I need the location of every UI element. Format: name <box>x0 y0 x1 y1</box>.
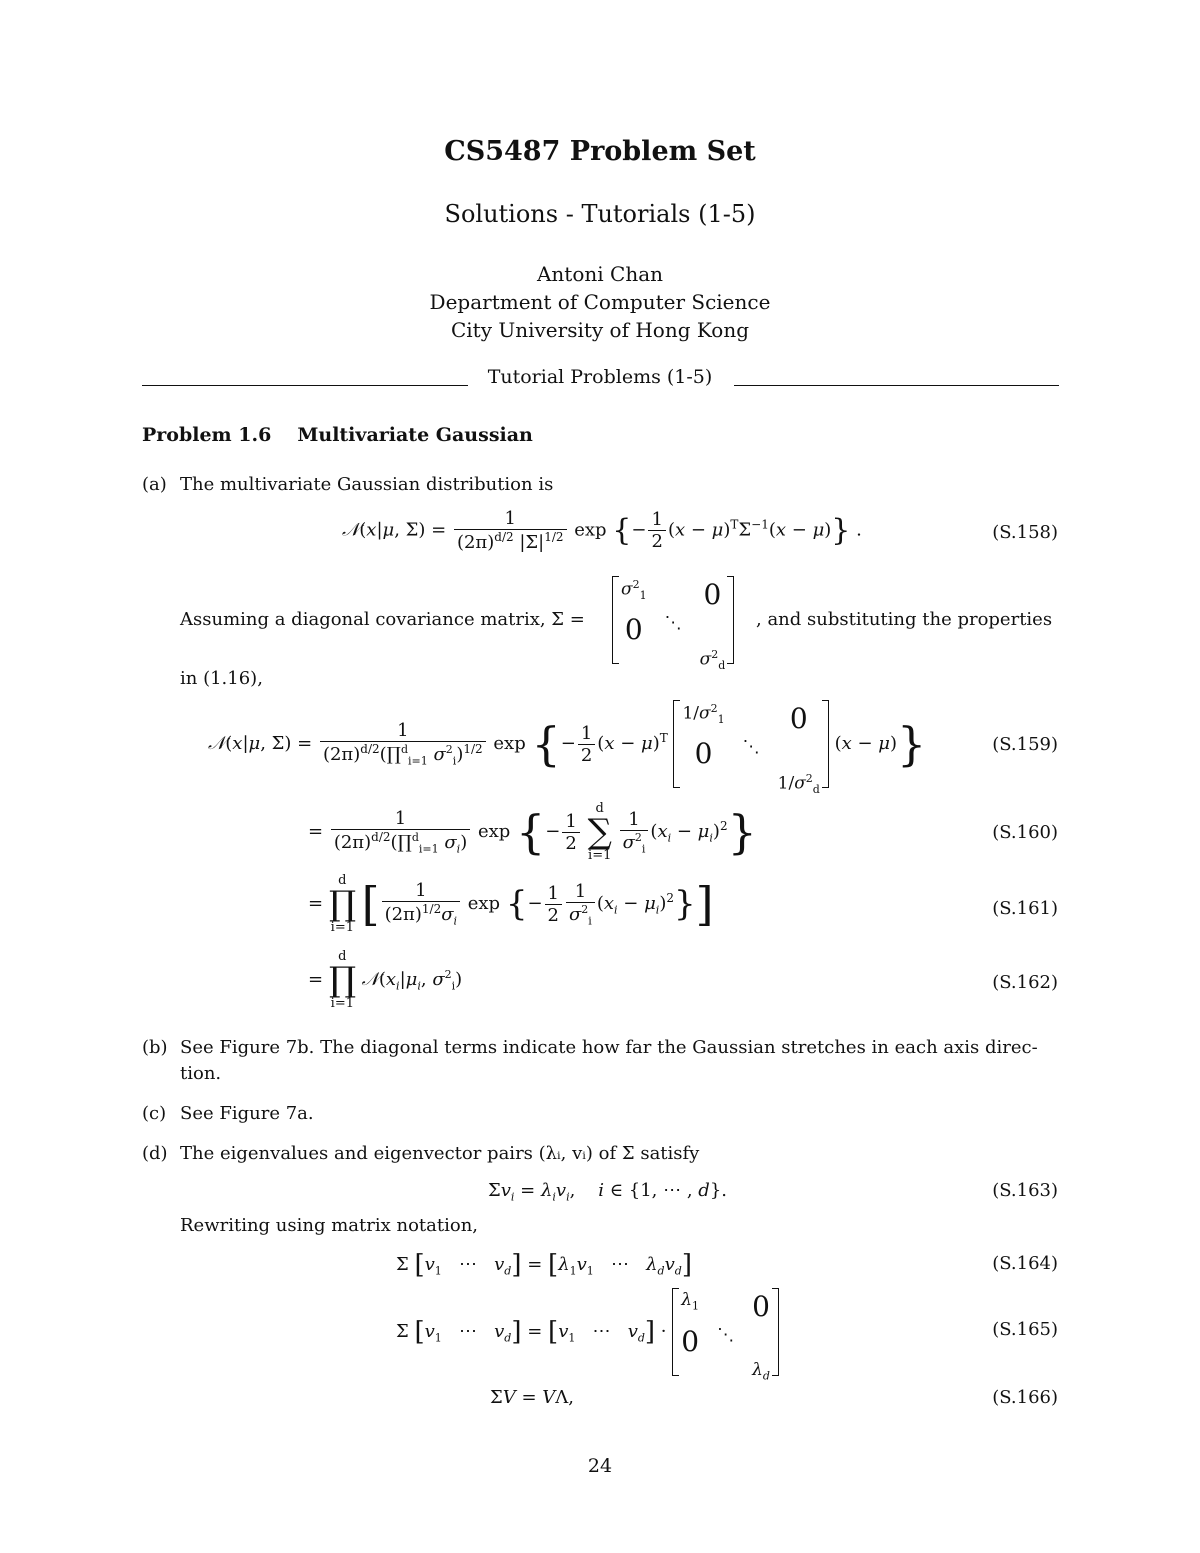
author-name: Antoni Chan <box>536 262 664 286</box>
part-d-label: (d) <box>142 1143 168 1164</box>
page-number: 24 <box>587 1455 613 1477</box>
problem-number: Problem 1.6 <box>142 424 272 446</box>
equation-s161: = d ∏ i=1 [ $\frac{1}{(2\pi)^{1/2}\sigma_i}$ exp {− $\frac{1}{2}$ $\frac{1}{\sigma^2_i}$ $(x_i - \mu_i)^2$}] <box>308 873 714 935</box>
sigma-diagonal-matrix: $\sigma^2_1$ 0 0 ⋱ $\sigma^2_d$ <box>612 576 734 664</box>
author-block <box>0 260 1200 344</box>
equation-s166: ΣV = VΛ, <box>490 1387 574 1408</box>
eqno-s160: (S.160) <box>992 822 1058 843</box>
rule-right <box>734 385 1059 386</box>
document-subtitle: Solutions - Tutorials (1-5) <box>444 200 756 228</box>
section-rule-label: Tutorial Problems (1-5) <box>487 366 713 388</box>
equation-s160: = $\frac{1}{(2\pi)^{d/2}(\prod^d_{i=1} \sigma_i)}$ exp {− $\frac{1}{2}$ d ∑ i=1 $\frac{1}{\sigma^2_i}$ $(x_i - \mu_i)^2$} <box>308 801 757 863</box>
part-a-text: The multivariate Gaussian distribution is <box>180 474 554 495</box>
problem-title: Multivariate Gaussian <box>297 424 533 446</box>
part-a-label: (a) <box>142 474 167 495</box>
document-title: CS5487 Problem Set <box>444 136 756 167</box>
equation-s165: Σ [$v_1$ ⋯ $v_d] = [v_1$ ⋯ $v_d$] · $\lambda_1$ 0 0 ⋱ $\lambda_d$ <box>396 1288 779 1376</box>
assumption-text-pre: Assuming a diagonal covariance matrix, Σ = <box>180 609 585 630</box>
equation-s162: = d ∏ i=1 $𝒩(x_i|\mu_i$, $\sigma^2_i$) <box>308 949 463 1011</box>
part-d-rewrite: Rewriting using matrix notation, <box>180 1215 479 1236</box>
equation-s163: $\Sigma v_i = \lambda_iv_i$, i ∈ {1, ⋯ , d}. <box>488 1180 727 1204</box>
equation-s158: 𝒩(x|μ, Σ) = $\frac{1}{(2\pi)^{d/2} |\Sigma|^{1/2}}$ exp {− $\frac{1}{2}$ $(x - \mu)^T\Sigma^{-1}(x - \mu)$} . <box>342 508 862 553</box>
assumption-text-post: , and substituting the properties <box>756 609 1053 630</box>
part-c-text: See Figure 7a. <box>180 1103 314 1124</box>
part-c-label: (c) <box>142 1103 167 1124</box>
eqno-s164: (S.164) <box>992 1253 1058 1274</box>
eqno-s158: (S.158) <box>992 522 1058 543</box>
equation-s164: Σ [$v_1$ ⋯ $v_d] = [\lambda_1v_1$ ⋯ $\lambda_dv_d$] <box>396 1250 692 1280</box>
eqno-s162: (S.162) <box>992 972 1058 993</box>
eqno-s163: (S.163) <box>992 1180 1058 1201</box>
problem-heading <box>142 424 533 446</box>
author-university: City University of Hong Kong <box>450 318 750 342</box>
eqno-s166: (S.166) <box>992 1387 1058 1408</box>
part-b-text <box>180 1035 1060 1087</box>
eqno-s161: (S.161) <box>992 898 1058 919</box>
part-b-line2: tion. <box>180 1063 222 1084</box>
eqno-s159: (S.159) <box>992 734 1058 755</box>
part-b-line1: See Figure 7b. The diagonal terms indicate how far the Gaussian stretches in each axis direc- <box>180 1037 1038 1058</box>
part-d-text: The eigenvalues and eigenvector pairs (λᵢ, vᵢ) of Σ satisfy <box>180 1143 700 1164</box>
assumption-ref: in (1.16), <box>180 668 263 689</box>
equation-s159: 𝒩(x|μ, Σ) = $\frac{1}{(2\pi)^{d/2}(\prod^d_{i=1} \sigma^2_i)^{1/2}}$ exp {− $\frac{1}{2}$ $(x - \mu)^T$ $1/\sigma^2_1$ 0 0 ⋱ $1/\sigma^2_d$ (x − μ)} <box>208 702 927 797</box>
part-b-label: (b) <box>142 1037 168 1058</box>
eqno-s165: (S.165) <box>992 1319 1058 1340</box>
author-department: Department of Computer Science <box>429 290 771 314</box>
